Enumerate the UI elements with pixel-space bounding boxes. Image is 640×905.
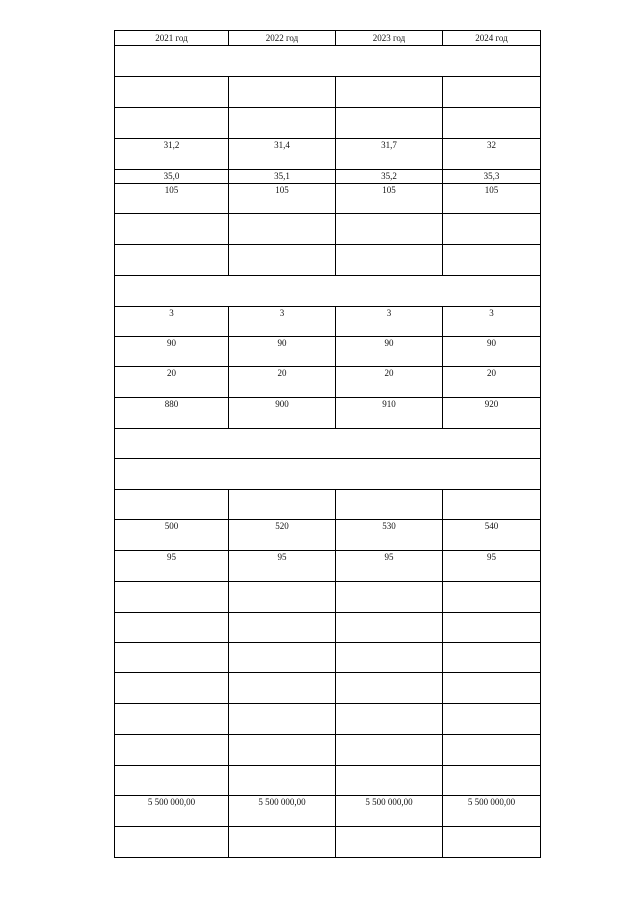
cell-value [229, 766, 335, 767]
cell-value [443, 77, 540, 78]
table-row [115, 827, 541, 858]
value-cell [229, 367, 336, 398]
cell-value: 920 [484, 399, 499, 409]
cell-value [443, 643, 540, 644]
value-cell [336, 367, 443, 398]
year-header-cell: 2024 год [443, 31, 541, 46]
value-cell [115, 796, 229, 827]
table-row [115, 184, 541, 214]
value-cell [443, 108, 541, 139]
value-cell [115, 735, 229, 766]
value-cell [229, 139, 336, 170]
cell-value: 35,3 [483, 171, 500, 181]
value-cell [115, 398, 229, 429]
cell-value [443, 827, 540, 828]
cell-value: 3 [489, 308, 494, 318]
cell-value [115, 490, 228, 491]
cell-value [115, 214, 228, 215]
value-cell [443, 551, 541, 582]
value-cell [229, 704, 336, 735]
cell-value [115, 613, 228, 614]
value-cell [443, 367, 541, 398]
value-cell [336, 766, 443, 796]
value-cell [336, 643, 443, 673]
cell-value: 910 [382, 399, 396, 409]
cell-value: 3 [279, 308, 285, 318]
value-cell [336, 170, 443, 184]
value-cell [115, 582, 229, 613]
value-cell [115, 490, 229, 520]
cell-value: 5 500 000,00 [258, 797, 306, 807]
cell-value: 31,7 [381, 140, 397, 150]
table-row [115, 673, 541, 704]
table-row [115, 139, 541, 170]
cell-value [115, 673, 228, 674]
value-cell [229, 245, 336, 276]
value-cell [336, 520, 443, 551]
value-cell [443, 582, 541, 613]
value-cell [336, 184, 443, 214]
value-cell [229, 520, 336, 551]
cell-value: 900 [275, 399, 289, 409]
cell-value [443, 613, 540, 614]
cell-value [336, 108, 442, 109]
cell-value: 520 [275, 521, 289, 531]
cell-value: 530 [382, 521, 396, 531]
cell-value: 880 [164, 399, 179, 409]
cell-value [229, 214, 335, 215]
cell-value: 90 [277, 338, 287, 348]
section-row [115, 429, 541, 459]
cell-value: 20 [384, 368, 394, 378]
table-row [115, 796, 541, 827]
cell-value [336, 704, 442, 705]
cell-value: 20 [277, 368, 287, 378]
value-cell [443, 337, 541, 367]
cell-value [443, 245, 540, 246]
cell-value [443, 704, 540, 705]
value-cell [115, 245, 229, 276]
cell-value [443, 490, 540, 491]
cell-value [115, 245, 228, 246]
table-row [115, 367, 541, 398]
value-cell [229, 337, 336, 367]
value-cell [336, 613, 443, 643]
cell-value [443, 766, 540, 767]
table-row [115, 170, 541, 184]
value-cell [229, 643, 336, 673]
value-cell [443, 139, 541, 170]
table-row [115, 520, 541, 551]
table-row [115, 613, 541, 643]
value-cell [115, 673, 229, 704]
table-row [115, 735, 541, 766]
cell-value [336, 735, 442, 736]
cell-value [443, 108, 540, 109]
cell-value: 90 [487, 338, 496, 348]
value-cell [115, 77, 229, 108]
value-cell [229, 673, 336, 704]
cell-value [336, 766, 442, 767]
table-row [115, 551, 541, 582]
value-cell [336, 551, 443, 582]
indicators-table-container [114, 30, 540, 858]
value-cell [443, 490, 541, 520]
cell-value: 35,1 [274, 171, 290, 181]
table-row [115, 245, 541, 276]
value-cell [443, 643, 541, 673]
cell-value [229, 582, 335, 583]
value-cell [336, 490, 443, 520]
cell-value [229, 735, 335, 736]
cell-value: 105 [382, 185, 396, 195]
cell-value [115, 735, 228, 736]
table-row [115, 398, 541, 429]
cell-value: 32 [487, 140, 496, 150]
value-cell [443, 827, 541, 858]
section-cell [115, 459, 541, 490]
cell-value: 105 [164, 185, 179, 195]
cell-value: 35,2 [381, 171, 397, 181]
table-row [115, 77, 541, 108]
table-row [115, 704, 541, 735]
value-cell [336, 337, 443, 367]
value-cell [443, 673, 541, 704]
value-cell [443, 77, 541, 108]
cell-value: 95 [487, 552, 496, 562]
table-row [115, 643, 541, 673]
cell-value [336, 214, 442, 215]
value-cell [336, 245, 443, 276]
value-cell [115, 520, 229, 551]
cell-value: 90 [167, 338, 176, 348]
value-cell [229, 77, 336, 108]
value-cell [443, 766, 541, 796]
year-header-cell: 2023 год [336, 31, 443, 46]
value-cell [336, 582, 443, 613]
section-row [115, 459, 541, 490]
value-cell [443, 735, 541, 766]
value-cell [336, 704, 443, 735]
cell-value [229, 673, 335, 674]
table-row [115, 490, 541, 520]
section-cell [115, 429, 541, 459]
section-row [115, 276, 541, 307]
table-row [115, 214, 541, 245]
cell-value: 31,4 [274, 140, 290, 150]
value-cell [115, 184, 229, 214]
cell-value: 5 500 000,00 [147, 797, 196, 807]
value-cell [443, 184, 541, 214]
cell-value [229, 108, 335, 109]
value-cell [229, 214, 336, 245]
value-cell [115, 337, 229, 367]
value-cell [115, 108, 229, 139]
cell-value: 95 [167, 552, 176, 562]
cell-value: 5 500 000,00 [467, 797, 516, 807]
cell-value [336, 673, 442, 674]
value-cell [336, 108, 443, 139]
year-header-cell: 2021 год [115, 31, 229, 46]
value-cell [115, 214, 229, 245]
table-row [115, 108, 541, 139]
value-cell [115, 643, 229, 673]
value-cell [443, 704, 541, 735]
value-cell [229, 582, 336, 613]
cell-value [229, 490, 335, 491]
cell-value: 5 500 000,00 [365, 797, 413, 807]
value-cell [443, 307, 541, 337]
section-cell [115, 46, 541, 77]
cell-value [115, 108, 228, 109]
value-cell [336, 139, 443, 170]
value-cell [229, 827, 336, 858]
year-header-cell: 2022 год [229, 31, 336, 46]
section-row [115, 46, 541, 77]
value-cell [443, 613, 541, 643]
cell-value [336, 490, 442, 491]
cell-value [443, 673, 540, 674]
value-cell [115, 170, 229, 184]
cell-value [229, 77, 335, 78]
cell-value [443, 735, 540, 736]
cell-value [229, 827, 335, 828]
value-cell [443, 796, 541, 827]
value-cell [336, 77, 443, 108]
value-cell [336, 827, 443, 858]
value-cell [336, 214, 443, 245]
cell-value: 90 [384, 338, 394, 348]
value-cell [443, 214, 541, 245]
cell-value: 3 [386, 308, 392, 318]
cell-value [229, 613, 335, 614]
cell-value [115, 582, 228, 583]
value-cell [115, 551, 229, 582]
value-cell [229, 398, 336, 429]
cell-value [443, 214, 540, 215]
cell-value [229, 704, 335, 705]
cell-value: 95 [277, 552, 287, 562]
value-cell [115, 827, 229, 858]
value-cell [443, 170, 541, 184]
value-cell [336, 796, 443, 827]
table-row [115, 766, 541, 796]
value-cell [229, 796, 336, 827]
value-cell [229, 735, 336, 766]
value-cell [229, 184, 336, 214]
value-cell [443, 520, 541, 551]
cell-value [115, 766, 228, 767]
cell-value: 105 [275, 185, 289, 195]
value-cell [336, 307, 443, 337]
table-row [115, 337, 541, 367]
value-cell [229, 551, 336, 582]
value-cell [229, 108, 336, 139]
value-cell [336, 398, 443, 429]
cell-value [115, 77, 228, 78]
cell-value: 500 [164, 521, 179, 531]
cell-value: 3 [169, 308, 174, 318]
cell-value [336, 613, 442, 614]
cell-value [336, 77, 442, 78]
value-cell [443, 245, 541, 276]
value-cell [115, 704, 229, 735]
cell-value: 35,0 [163, 171, 180, 181]
cell-value [229, 643, 335, 644]
table-row [115, 307, 541, 337]
cell-value [336, 643, 442, 644]
cell-value [115, 643, 228, 644]
section-cell [115, 276, 541, 307]
value-cell [229, 170, 336, 184]
cell-value: 105 [484, 185, 499, 195]
value-cell [229, 613, 336, 643]
cell-value [229, 245, 335, 246]
table-row [115, 582, 541, 613]
value-cell [229, 307, 336, 337]
value-cell [115, 766, 229, 796]
cell-value [115, 827, 228, 828]
cell-value [336, 245, 442, 246]
cell-value [115, 704, 228, 705]
cell-value: 20 [487, 368, 496, 378]
value-cell [336, 735, 443, 766]
cell-value: 540 [484, 521, 499, 531]
cell-value [336, 827, 442, 828]
cell-value: 95 [384, 552, 394, 562]
value-cell [443, 398, 541, 429]
value-cell [229, 766, 336, 796]
indicators-table [114, 30, 541, 858]
cell-value: 20 [167, 368, 176, 378]
value-cell [336, 673, 443, 704]
value-cell [229, 490, 336, 520]
value-cell [115, 367, 229, 398]
year-header-row [115, 31, 541, 46]
cell-value [443, 582, 540, 583]
cell-value: 31,2 [163, 140, 180, 150]
value-cell [115, 613, 229, 643]
value-cell [115, 139, 229, 170]
value-cell [115, 307, 229, 337]
cell-value [336, 582, 442, 583]
